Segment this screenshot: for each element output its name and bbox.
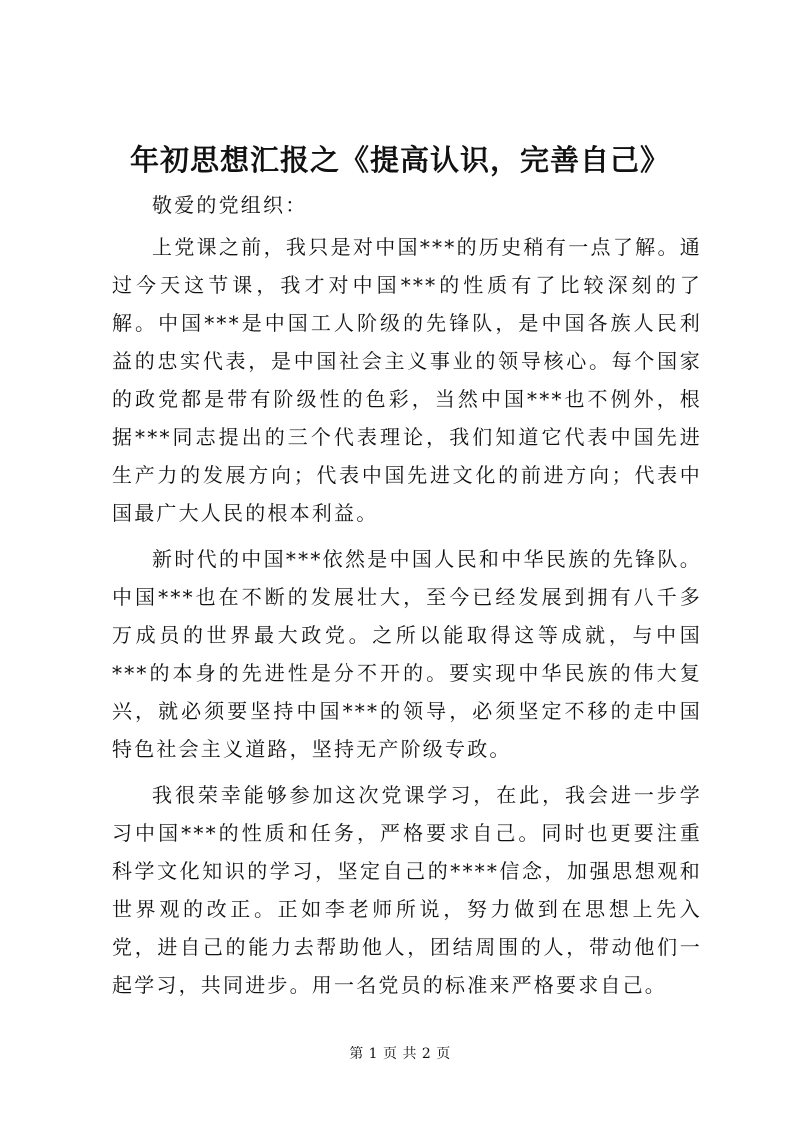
document-title: 年初思想汇报之《提高认识，完善自己》 bbox=[129, 143, 670, 177]
paragraph-1: 上党课之前，我只是对中国***的历史稍有一点了解。通过今天这节课，我才对中国***的性质有了比较深刻的了解。中国***是中国工人阶级的先锋队，是中国各族人民利益的忠实代表，是中国社会主义事业的领导核心。每个国家的政党都是带有阶级性的色彩，当然中国***也不例外，根据***同志提出的三个代表理论，我们知道它代表中国先进生产力的发展方向；代表中国先进文化的前进方向；代表中国最广大人民的根本利益。 bbox=[112, 235, 702, 525]
paragraph-2: 新时代的中国***依然是中国人民和中华民族的先锋队。中国***也在不断的发展壮大，至今已经发展到拥有八千多万成员的世界最大政党。之所以能取得这等成就，与中国***的本身的先进性是分不开的。要实现中华民族的伟大复兴，就必须要坚持中国***的领导，必须坚定不移的走中国特色社会主义道路，坚持无产阶级专政。 bbox=[112, 547, 702, 761]
document-body bbox=[112, 186, 702, 1004]
page-number-footer: 第 1 页 共 2 页 bbox=[349, 1046, 451, 1062]
greeting-line: 敬爱的党组织： bbox=[152, 193, 308, 217]
paragraph-3: 我很荣幸能够参加这次党课学习，在此，我会进一步学习中国***的性质和任务，严格要求自己。同时也更要注重科学文化知识的学习，坚定自己的****信念，加强思想观和世界观的改正。正如李老师所说，努力做到在思想上先入党，进自己的能力去帮助他人，团结周围的人，带动他们一起学习，共同进步。用一名党员的标准来严格要求自己。 bbox=[112, 783, 702, 997]
